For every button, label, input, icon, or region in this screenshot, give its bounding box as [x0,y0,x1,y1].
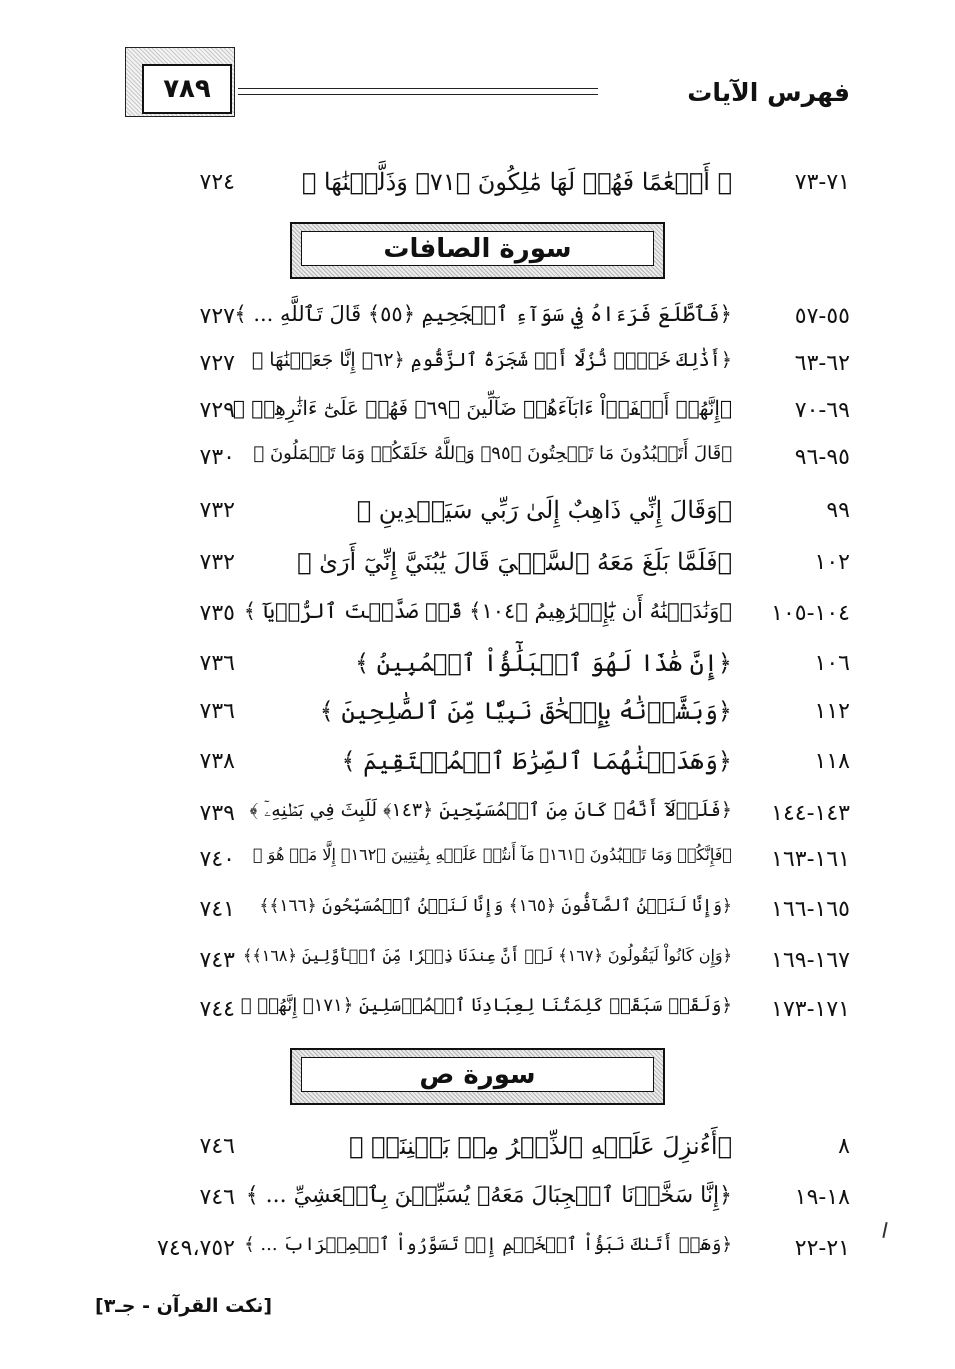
footer-citation: [نكت القرآن - جـ٣] [95,1295,273,1317]
verse-number: ١١٢ [814,699,850,724]
verse-number: ١٤٣-١٤٤ [771,801,850,826]
verse-text: ﴿وَقَالَ إِنِّي ذَاهِبٌ إِلَىٰ رَبِّي سَيَهۡدِينِ ﴾ [356,496,732,524]
page-ref: ٧٣٢ [199,550,235,575]
surah-title: سورة الصافات [301,231,654,266]
index-row [0,745,955,785]
page-ref: ٧٣٦ [199,699,235,724]
verse-text: ﴿وَنَٰدَيۡنَٰهُ أَن يَٰٓإِبۡرَٰهِيمُ ﴿١٠٤﴾ قَدۡ صَدَّقۡتَ ٱلرُّءۡيَآ ﴾ [243,599,732,623]
verse-number: ٥٥-٥٧ [794,304,850,329]
page-ref: ٧٤٤ [199,997,235,1022]
page-number: ٧٨٩ [142,64,232,114]
verse-text: ﴿وَبَشَّرۡنَٰهُ بِإِسۡحَٰقَ نَبِيّٗا مِّنَ ٱلصَّٰلِحِينَ ﴾ [319,697,732,725]
page-ref: ٧٢٧ [199,304,235,329]
verse-number: ١٨-١٩ [794,1185,850,1210]
index-row [0,347,955,387]
surah-title-box [290,1048,665,1105]
verse-number: ٧١-٧٣ [794,170,850,195]
page-ref: ٧٣٨ [199,749,235,774]
verse-number: ٨ [838,1134,850,1159]
page-ref: ٧٤٩،٧٥٢ [157,1236,235,1261]
verse-number: ١٧١-١٧٣ [771,997,850,1022]
index-row [0,300,955,340]
index-row [0,546,955,586]
verse-text: ﴿وَإِن كَانُواْ لَيَقُولُونَ ﴿١٦٧﴾ لَوۡ أَنَّ عِندَنَا ذِكۡرٗا مِّنَ ٱلۡأَوَّلِينَ ﴿١٦٨﴾﴾ [242,946,732,965]
index-row [0,843,955,883]
verse-text: ﴿أَءُنزِلَ عَلَيۡهِ ٱلذِّكۡرُ مِنۢ بَيۡنِنَاۚ ﴾ [349,1132,732,1160]
verse-number: ١٦٥-١٦٦ [771,897,850,922]
verse-text: ﴿قَالَ أَتَعۡبُدُونَ مَا تَنۡحِتُونَ ﴿٩٥﴾ وَٱللَّهُ خَلَقَكُمۡ وَمَا تَعۡمَلُونَ ﴾ [253,443,732,464]
page-ref: ٧٤٣ [199,948,235,973]
verse-number: ٦٩-٧٠ [794,398,850,423]
verse-number: ١٠٦ [814,651,850,676]
index-row [0,597,955,637]
verse-number: ١١٨ [814,749,850,774]
index-row [0,695,955,735]
header-rule [238,88,598,95]
index-row [0,944,955,984]
index-row [0,993,955,1033]
verse-text: ﴿إِنَّا سَخَّرۡنَا ٱلۡجِبَالَ مَعَهُۥ يُسَبِّحۡنَ بِٱلۡعَشِيِّ ... ﴾ [245,1183,732,1208]
page-ref: ٧٣٥ [199,601,235,626]
verse-text: ﴿فَإِنَّكُمۡ وَمَا تَعۡبُدُونَ ﴿١٦١﴾ مَآ أَنتُمۡ عَلَيۡهِ بِفَٰتِنِينَ ﴿١٦٢﴾ إِلَّا مَنۡ هُوَ ﴾ [252,845,732,864]
page-ref: ٧٤١ [199,897,235,922]
page-ref: ٧٢٧ [199,351,235,376]
verse-text: ﴿أَذَٰلِكَ خَيۡرٞ نُّزُلًا أَمۡ شَجَرَةُ ٱلزَّقُّومِ ﴿٦٢﴾ إِنَّا جَعَلۡنَٰهَا ﴾ [251,349,732,371]
verse-text: ﴿وَهَدَيۡنَٰهُمَا ٱلصِّرَٰطَ ٱلۡمُسۡتَقِيمَ ﴾ [341,747,732,775]
verse-text: ﴿إِنَّهُمۡ أَلۡفَوۡاْ ءَابَآءَهُمۡ ضَآلِّينَ ﴿٦٩﴾ فَهُمۡ عَلَىٰٓ ءَاثَٰرِهِمۡ ﴾ [232,396,732,420]
index-row [0,797,955,837]
page-number-box [125,47,235,117]
verse-text: ﴿إِنَّ هَٰذَا لَهُوَ ٱلۡبَلَٰٓؤُاْ ٱلۡمُبِينُ ﴾ [354,649,732,677]
verse-text: ﴿ أَنۡعَٰمًا فَهُمۡ لَهَا مَٰلِكُونَ ﴿٧١﴾ وَذَلَّلۡنَٰهَا ﴾ [301,168,732,196]
index-row [0,394,955,434]
page-ref: ٧٣٦ [199,651,235,676]
running-title: فهرس الآيات [687,78,850,107]
verse-number: ٩٥-٩٦ [794,445,850,470]
verse-text: ﴿وَلَقَدۡ سَبَقَتۡ كَلِمَتُنَا لِعِبَادِنَا ٱلۡمُرۡسَلِينَ ﴿١٧١﴾ إِنَّهُمۡ ﴾ [240,995,732,1016]
verse-text: ﴿وَإِنَّا لَنَحۡنُ ٱلصَّآفُّونَ ﴿١٦٥﴾ وَإِنَّا لَنَحۡنُ ٱلۡمُسَبِّحُونَ ﴿١٦٦﴾﴾ [259,896,732,916]
index-row [0,647,955,687]
surah-title-box [290,222,665,279]
page-ref: ٧٤٠ [199,847,235,872]
index-row [0,1130,955,1170]
verse-number: ٦٢-٦٣ [794,351,850,376]
index-row [0,166,955,206]
page-ref: ٧٣٠ [199,445,235,470]
verse-text: ﴿فَلَمَّا بَلَغَ مَعَهُ ٱلسَّعۡيَ قَالَ يَٰبُنَيَّ إِنِّيٓ أَرَىٰ ﴾ [297,548,732,576]
verse-text: ﴿فَلَوۡلَآ أَنَّهُۥ كَانَ مِنَ ٱلۡمُسَبِّحِينَ ﴿١٤٣﴾ لَلَبِثَ فِي بَطۡنِهِۦٓ ﴾ [249,799,732,821]
index-row [0,441,955,481]
surah-title: سورة ص [301,1057,654,1092]
page-ref: ٧٤٦ [199,1185,235,1210]
page-ref: ٧٢٤ [199,170,235,195]
verse-number: ٢١-٢٢ [794,1236,850,1261]
verse-number: ١٠٤-١٠٥ [771,601,850,626]
page-ref: ٧٢٩ [199,398,235,423]
index-row [0,494,955,534]
index-row [0,1181,955,1221]
verse-text: ﴿وَهَلۡ أَتَىٰكَ نَبَؤُاْ ٱلۡخَصۡمِ إِذۡ تَسَوَّرُواْ ٱلۡمِحۡرَابَ ... ﴾ [244,1234,732,1255]
verse-text: ﴿فَٱطَّلَعَ فَرَءَاهُ فِي سَوَآءِ ٱلۡجَحِيمِ ﴿٥٥﴾ قَالَ تَٱللَّهِ ... ﴾ [234,302,732,326]
verse-number: ٩٩ [826,498,850,523]
verse-number: ١٦١-١٦٣ [771,847,850,872]
page-ref: ٧٣٩ [199,801,235,826]
verse-number: ١٦٧-١٦٩ [771,948,850,973]
verse-number: ١٠٢ [814,550,850,575]
page-ref: ٧٤٦ [199,1134,235,1159]
index-row [0,1232,955,1272]
page-ref: ٧٣٢ [199,498,235,523]
index-row [0,893,955,933]
